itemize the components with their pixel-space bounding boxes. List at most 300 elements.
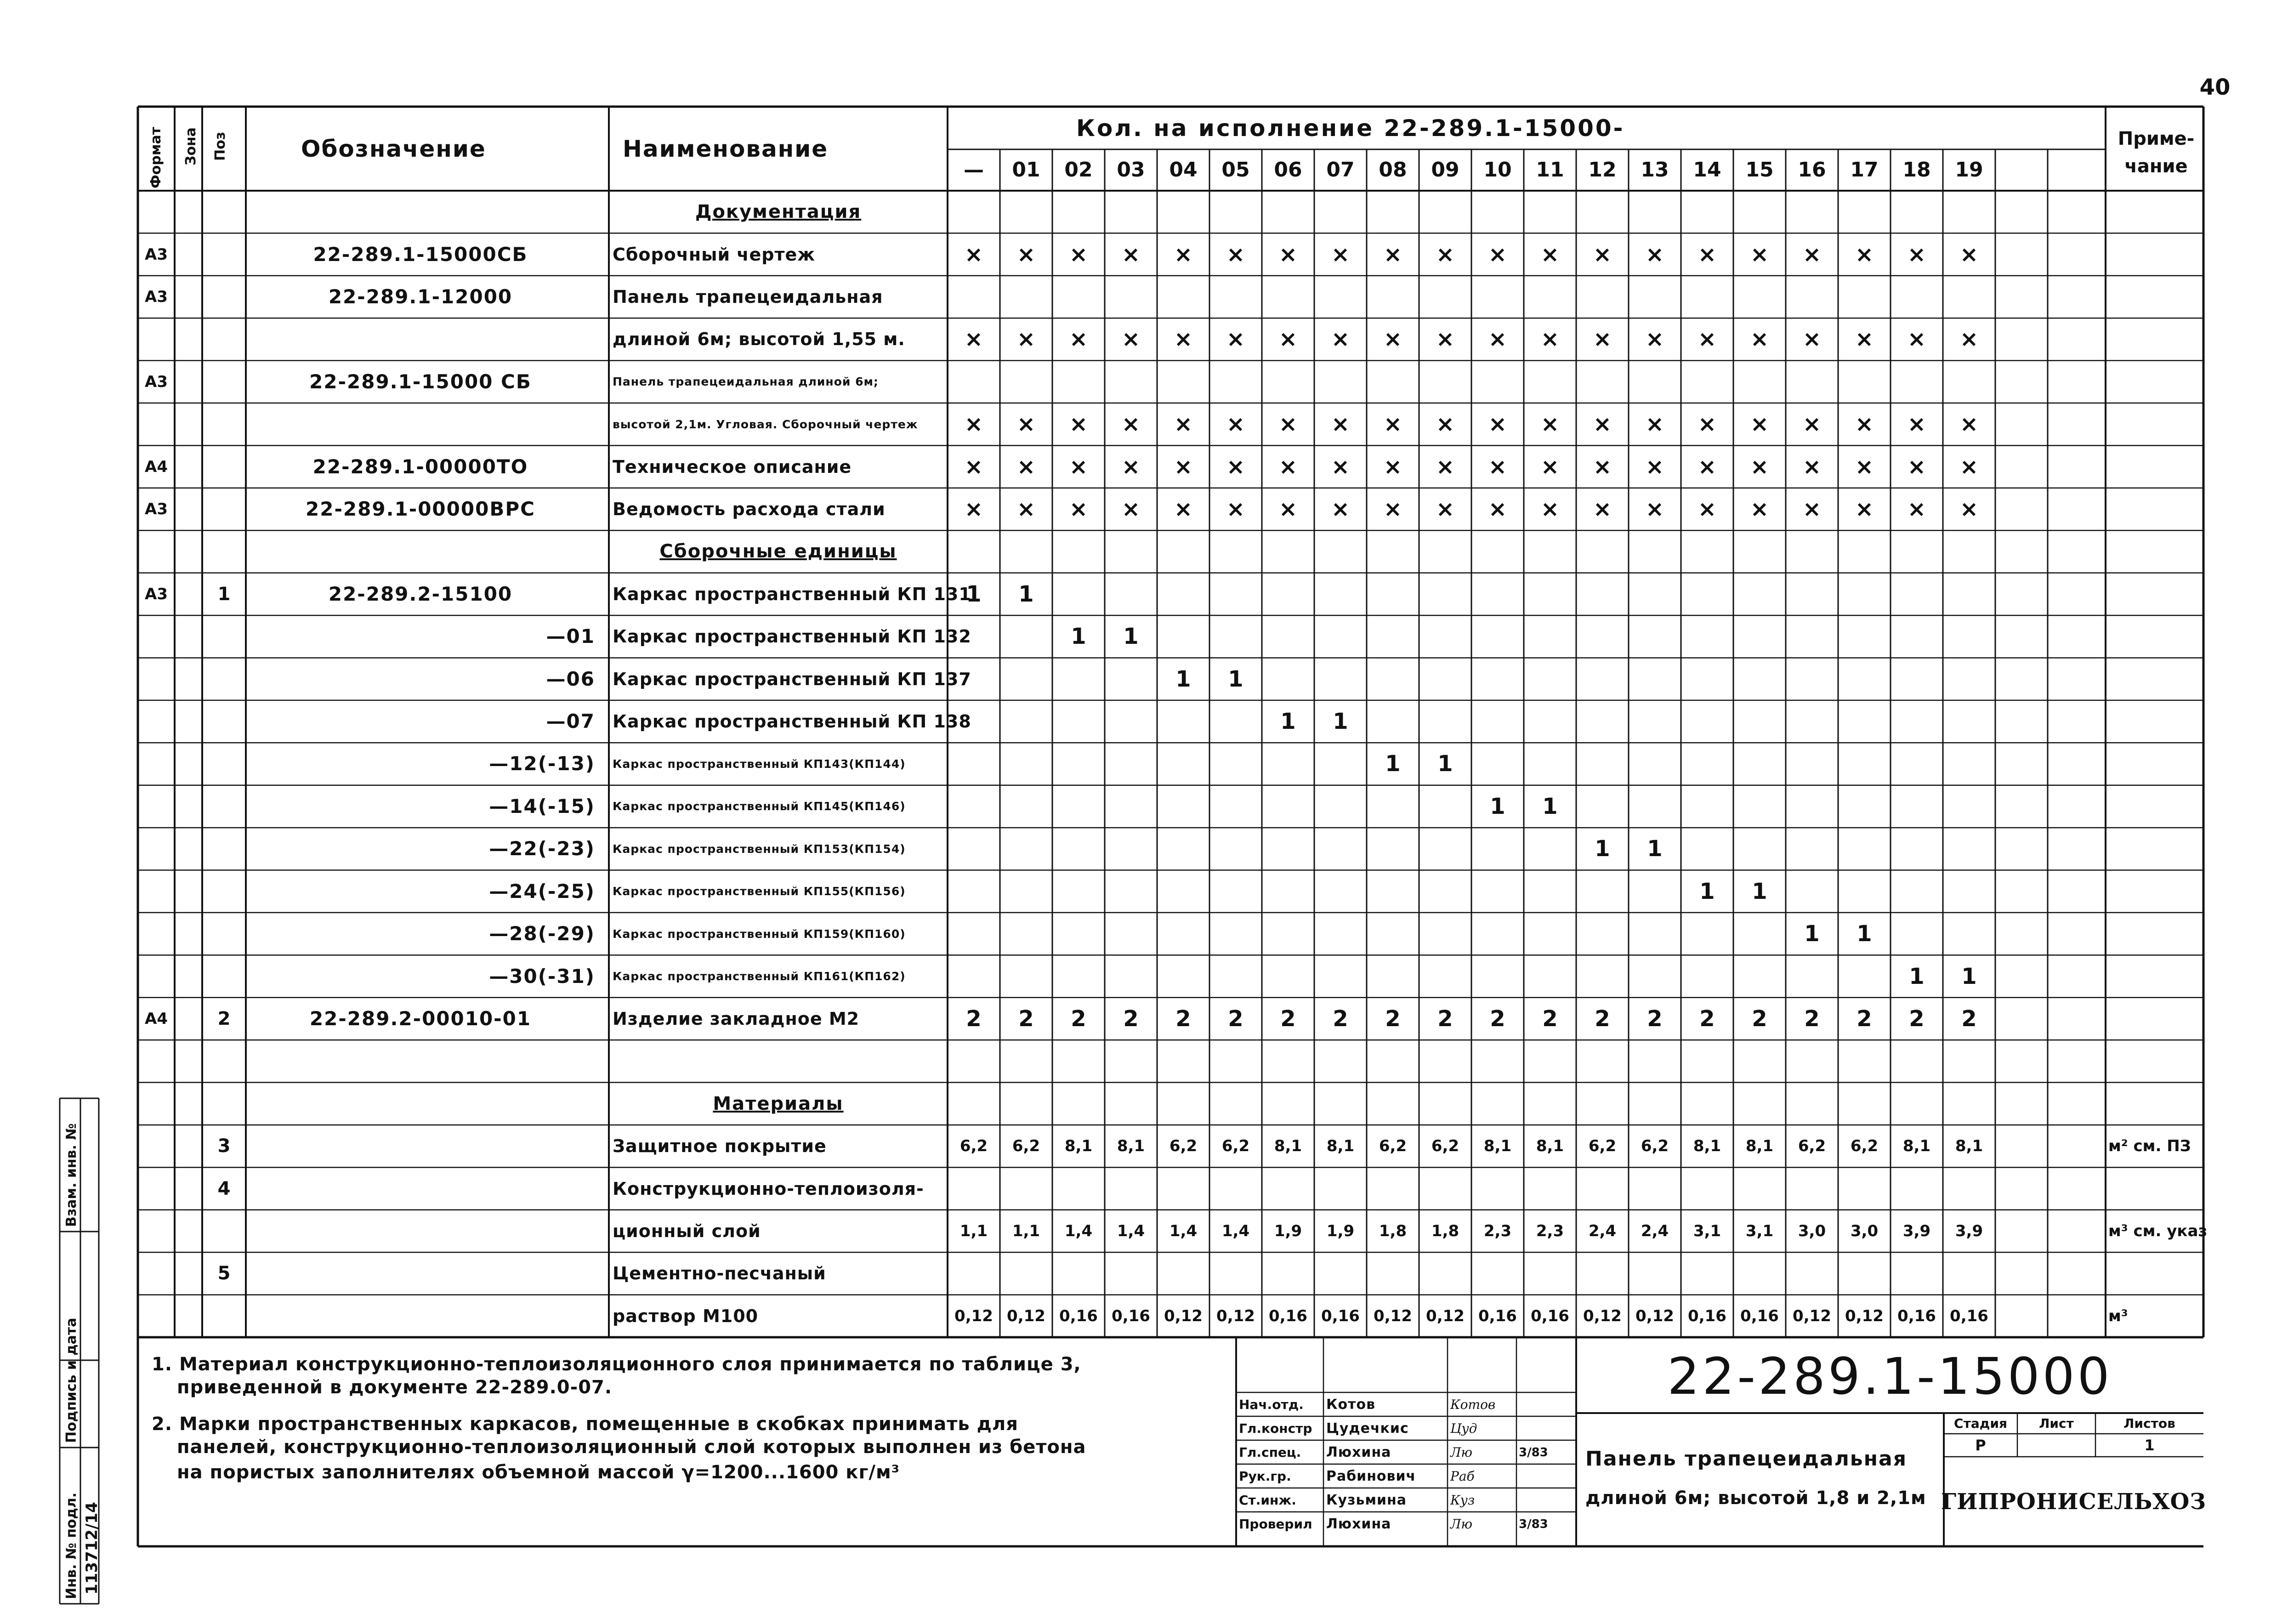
name-cell: Каркас пространственный КП 137 bbox=[613, 669, 971, 689]
signer-name: Рабинович bbox=[1326, 1468, 1416, 1484]
designation-cell: —30(-31) bbox=[489, 965, 595, 988]
section-title: Документация bbox=[695, 201, 862, 223]
qty-cell: 8,1 bbox=[1274, 1137, 1302, 1156]
qty-cell: 3,9 bbox=[1902, 1221, 1931, 1240]
qty-cell: × bbox=[1698, 326, 1717, 352]
header-note: чание bbox=[2124, 156, 2188, 177]
qty-cell: × bbox=[1802, 241, 1822, 267]
qty-cell: 2,3 bbox=[1536, 1221, 1564, 1240]
header-pos: Поз bbox=[212, 131, 228, 161]
signer-name: Люхина bbox=[1326, 1516, 1391, 1532]
note-cell: м² см. ПЗ bbox=[2108, 1137, 2191, 1156]
qty-cell: 1,4 bbox=[1169, 1221, 1198, 1240]
qty-cell: 0,16 bbox=[1950, 1306, 1988, 1325]
qty-cell: 0,16 bbox=[1531, 1306, 1569, 1325]
qty-cell: × bbox=[1069, 241, 1088, 267]
qty-cell: 3,0 bbox=[1850, 1221, 1879, 1240]
qty-cell: × bbox=[1593, 411, 1612, 437]
header-name: Наименование bbox=[623, 135, 829, 162]
variant-header: 05 bbox=[1221, 158, 1250, 182]
name-cell: Техническое описание bbox=[613, 456, 852, 477]
qty-cell: × bbox=[1802, 326, 1822, 352]
name-cell: Каркас пространственный КП155(КП156) bbox=[613, 885, 906, 898]
qty-cell: 1 bbox=[1542, 793, 1558, 819]
signer-name: Цудечкис bbox=[1326, 1420, 1409, 1437]
variant-header: 11 bbox=[1536, 158, 1564, 182]
qty-cell: 0,16 bbox=[1269, 1306, 1307, 1325]
designation-cell: 22-289.1-12000 bbox=[328, 285, 513, 308]
name-cell: ционный слой bbox=[613, 1221, 761, 1241]
qty-cell: 2 bbox=[1280, 1005, 1296, 1032]
designation-cell: 22-289.1-15000 СБ bbox=[309, 370, 532, 393]
qty-cell: × bbox=[1436, 454, 1455, 480]
qty-cell: × bbox=[1488, 241, 1507, 267]
note-cell: м³ см. указ bbox=[2108, 1221, 2208, 1240]
signer-date: 3/83 bbox=[1519, 1446, 1548, 1459]
page-number: 40 bbox=[2199, 74, 2231, 100]
qty-cell: 8,1 bbox=[1483, 1137, 1512, 1156]
qty-cell: × bbox=[1802, 454, 1822, 480]
qty-cell: 1 bbox=[1385, 751, 1401, 777]
qty-cell: × bbox=[1016, 326, 1036, 352]
signer-role: Нач.отд. bbox=[1239, 1397, 1304, 1412]
qty-cell: × bbox=[1645, 496, 1664, 522]
header-zone: Зона bbox=[183, 127, 199, 165]
qty-cell: 8,1 bbox=[1745, 1137, 1774, 1156]
qty-cell: 0,12 bbox=[1374, 1306, 1412, 1325]
qty-cell: × bbox=[1016, 411, 1036, 437]
qty-cell: × bbox=[1278, 411, 1298, 437]
qty-cell: × bbox=[1907, 411, 1926, 437]
qty-cell: 0,12 bbox=[1164, 1306, 1203, 1325]
section-title: Материалы bbox=[713, 1093, 844, 1114]
designation-cell: 22-289.2-15100 bbox=[328, 582, 513, 605]
qty-cell: 6,2 bbox=[1012, 1137, 1040, 1156]
qty-cell: × bbox=[964, 496, 983, 522]
qty-cell: × bbox=[1855, 326, 1874, 352]
qty-cell: 1 bbox=[1280, 709, 1296, 735]
qty-cell: 1 bbox=[1071, 624, 1086, 650]
qty-cell: 0,12 bbox=[1007, 1306, 1045, 1325]
qty-cell: 0,16 bbox=[1059, 1306, 1098, 1325]
section-title: Сборочные единицы bbox=[659, 541, 897, 562]
qty-cell: 1,1 bbox=[1012, 1221, 1040, 1240]
qty-cell: × bbox=[1645, 326, 1664, 352]
qty-cell: 6,2 bbox=[1431, 1137, 1459, 1156]
qty-cell: 0,12 bbox=[1793, 1306, 1831, 1325]
qty-cell: 3,1 bbox=[1745, 1221, 1774, 1240]
qty-cell: × bbox=[1540, 326, 1560, 352]
qty-cell: × bbox=[1174, 411, 1193, 437]
qty-cell: × bbox=[1436, 411, 1455, 437]
qty-cell: 1 bbox=[1123, 624, 1139, 650]
qty-cell: × bbox=[1278, 454, 1298, 480]
qty-cell: 1 bbox=[1228, 666, 1243, 692]
designation-cell: —24(-25) bbox=[489, 880, 595, 903]
stamp-replace-label: Взам. инв. № bbox=[63, 1123, 79, 1227]
qty-cell: × bbox=[1488, 454, 1507, 480]
document-title: длиной 6м; высотой 1,8 и 2,1м bbox=[1585, 1488, 1926, 1509]
qty-cell: 1 bbox=[1752, 878, 1767, 904]
qty-cell: × bbox=[1855, 454, 1874, 480]
qty-cell: 1 bbox=[1857, 921, 1872, 947]
qty-cell: 0,12 bbox=[1426, 1306, 1465, 1325]
qty-cell: × bbox=[1121, 496, 1141, 522]
qty-cell: × bbox=[1540, 496, 1560, 522]
qty-cell: 1,4 bbox=[1117, 1221, 1145, 1240]
format-cell: А3 bbox=[145, 585, 168, 603]
name-cell: Каркас пространственный КП 132 bbox=[613, 626, 971, 647]
qty-cell: × bbox=[1016, 454, 1036, 480]
qty-cell: 6,2 bbox=[1379, 1137, 1407, 1156]
format-cell: А4 bbox=[145, 457, 168, 476]
qty-cell: × bbox=[1698, 496, 1717, 522]
qty-cell: × bbox=[1750, 326, 1769, 352]
footnote: 2. Марки пространственных каркасов, помещенные в скобках принимать для bbox=[152, 1414, 1018, 1435]
qty-cell: 2 bbox=[1071, 1005, 1086, 1032]
qty-cell: × bbox=[1540, 411, 1560, 437]
footnote: приведенной в документе 22-289.0-07. bbox=[177, 1377, 613, 1398]
document-code: 22-289.1-15000 bbox=[1667, 1347, 2112, 1406]
signer-name: Кузьмина bbox=[1326, 1492, 1407, 1508]
qty-cell: × bbox=[1278, 326, 1298, 352]
qty-cell: × bbox=[1331, 241, 1350, 267]
signer-role: Гл.констр bbox=[1239, 1421, 1312, 1436]
signer-signature: Лю bbox=[1450, 1445, 1473, 1460]
qty-cell: 3,0 bbox=[1798, 1221, 1826, 1240]
pos-cell: 4 bbox=[217, 1178, 231, 1199]
qty-cell: 1 bbox=[1018, 581, 1034, 607]
qty-cell: × bbox=[1383, 496, 1402, 522]
qty-cell: × bbox=[1069, 454, 1088, 480]
name-cell: раствор М100 bbox=[613, 1306, 759, 1326]
qty-cell: × bbox=[1436, 326, 1455, 352]
qty-cell: × bbox=[1593, 326, 1612, 352]
document-title: Панель трапецеидальная bbox=[1585, 1447, 1907, 1471]
qty-cell: 2,3 bbox=[1483, 1221, 1512, 1240]
variant-header: 04 bbox=[1169, 158, 1198, 182]
qty-cell: × bbox=[1016, 496, 1036, 522]
variant-header: 10 bbox=[1483, 158, 1512, 182]
qty-cell: × bbox=[1226, 326, 1245, 352]
qty-cell: 0,16 bbox=[1478, 1306, 1517, 1325]
designation-cell: —22(-23) bbox=[489, 837, 595, 860]
qty-cell: × bbox=[1959, 241, 1979, 267]
qty-cell: 0,16 bbox=[1740, 1306, 1779, 1325]
qty-cell: 0,12 bbox=[954, 1306, 993, 1325]
qty-cell: 1 bbox=[1490, 793, 1505, 819]
qty-cell: 2 bbox=[1961, 1005, 1977, 1032]
qty-cell: × bbox=[1959, 454, 1979, 480]
qty-cell: × bbox=[1750, 454, 1769, 480]
organization-name: ГИПРОНИСЕЛЬХОЗ bbox=[1941, 1488, 2206, 1515]
qty-cell: 2 bbox=[1123, 1005, 1139, 1032]
qty-cell: × bbox=[1278, 496, 1298, 522]
name-cell: Каркас пространственный КП161(КП162) bbox=[613, 970, 906, 983]
variant-header: 19 bbox=[1955, 158, 1983, 182]
variant-header: 09 bbox=[1431, 158, 1459, 182]
designation-cell: —07 bbox=[546, 710, 595, 733]
qty-cell: 6,2 bbox=[1221, 1137, 1250, 1156]
qty-cell: 1 bbox=[1647, 836, 1663, 862]
variant-header: 02 bbox=[1064, 158, 1093, 182]
qty-cell: 1 bbox=[1333, 709, 1348, 735]
designation-cell: 22-289.1-00000ВРС bbox=[306, 498, 535, 521]
qty-cell: × bbox=[1226, 496, 1245, 522]
qty-cell: 2 bbox=[1857, 1005, 1872, 1032]
qty-cell: × bbox=[1069, 496, 1088, 522]
variant-header: 07 bbox=[1326, 158, 1355, 182]
qty-cell: × bbox=[1488, 411, 1507, 437]
qty-cell: × bbox=[1645, 411, 1664, 437]
qty-cell: × bbox=[1593, 496, 1612, 522]
qty-cell: 0,16 bbox=[1321, 1306, 1360, 1325]
sheet-value bbox=[2017, 1434, 2095, 1457]
designation-cell: —14(-15) bbox=[489, 795, 595, 818]
format-cell: А3 bbox=[145, 288, 168, 307]
qty-cell: × bbox=[1959, 496, 1979, 522]
qty-cell: × bbox=[1383, 454, 1402, 480]
qty-cell: 3,1 bbox=[1693, 1221, 1721, 1240]
stamp-signature-label: Подпись и дата bbox=[63, 1317, 79, 1443]
qty-cell: 2 bbox=[1437, 1005, 1453, 1032]
qty-cell: × bbox=[1436, 496, 1455, 522]
name-cell: Каркас пространственный КП145(КП146) bbox=[613, 800, 906, 813]
sheets-value: 1 bbox=[2144, 1437, 2155, 1454]
qty-cell: 1 bbox=[1804, 921, 1820, 947]
qty-cell: × bbox=[1802, 496, 1822, 522]
qty-cell: 2 bbox=[1647, 1005, 1663, 1032]
qty-cell: × bbox=[1331, 326, 1350, 352]
qty-cell: × bbox=[1593, 454, 1612, 480]
qty-cell: 1,1 bbox=[959, 1221, 988, 1240]
pos-cell: 1 bbox=[217, 583, 231, 605]
signer-role: Рук.гр. bbox=[1239, 1469, 1291, 1484]
qty-cell: × bbox=[1540, 454, 1560, 480]
sheet-label: Лист bbox=[2039, 1415, 2074, 1431]
signer-name: Котов bbox=[1326, 1397, 1376, 1413]
qty-cell: 1 bbox=[1595, 836, 1610, 862]
qty-cell: 8,1 bbox=[1536, 1137, 1564, 1156]
qty-cell: × bbox=[964, 411, 983, 437]
qty-cell: 2 bbox=[1333, 1005, 1348, 1032]
qty-cell: 2 bbox=[966, 1005, 982, 1032]
qty-cell: × bbox=[1645, 241, 1664, 267]
qty-cell: × bbox=[1855, 241, 1874, 267]
qty-cell: 0,16 bbox=[1688, 1306, 1726, 1325]
variant-header: 06 bbox=[1274, 158, 1302, 182]
stage-value: Р bbox=[1975, 1437, 1986, 1454]
name-cell: Конструкционно-теплоизоля- bbox=[613, 1178, 924, 1199]
footnote: на пористых заполнителях объемной массой γ=1200...1600 кг/м³ bbox=[177, 1462, 900, 1483]
qty-cell: × bbox=[1016, 241, 1036, 267]
name-cell: Панель трапецеидальная bbox=[613, 287, 883, 307]
qty-cell: × bbox=[1174, 326, 1193, 352]
signer-role: Ст.инж. bbox=[1239, 1493, 1296, 1508]
qty-cell: × bbox=[1069, 326, 1088, 352]
qty-cell: 6,2 bbox=[1169, 1137, 1198, 1156]
qty-cell: 2 bbox=[1804, 1005, 1820, 1032]
name-cell: высотой 2,1м. Угловая. Сборочный чертеж bbox=[613, 417, 918, 431]
pos-cell: 3 bbox=[217, 1136, 231, 1157]
designation-cell: —28(-29) bbox=[489, 922, 595, 945]
header-format: Формат bbox=[148, 127, 164, 188]
qty-cell: × bbox=[1174, 496, 1193, 522]
qty-cell: × bbox=[1750, 411, 1769, 437]
stage-label: Стадия bbox=[1954, 1415, 2007, 1431]
pos-cell: 2 bbox=[217, 1008, 231, 1029]
qty-cell: × bbox=[1174, 241, 1193, 267]
footnote: панелей, конструкционно-теплоизоляционный слой которых выполнен из бетона bbox=[177, 1437, 1086, 1458]
qty-cell: 1,9 bbox=[1274, 1221, 1302, 1240]
variant-header: 18 bbox=[1902, 158, 1931, 182]
qty-cell: × bbox=[1593, 241, 1612, 267]
variant-header: 03 bbox=[1117, 158, 1145, 182]
qty-cell: × bbox=[1907, 454, 1926, 480]
qty-cell: 2 bbox=[1542, 1005, 1558, 1032]
qty-cell: × bbox=[1645, 454, 1664, 480]
designation-cell: 22-289.2-00010-01 bbox=[309, 1007, 532, 1030]
qty-cell: × bbox=[1750, 496, 1769, 522]
name-cell: длиной 6м; высотой 1,55 м. bbox=[613, 329, 905, 350]
qty-cell: × bbox=[1698, 411, 1717, 437]
name-cell: Цементно-песчаный bbox=[613, 1263, 826, 1284]
qty-cell: 2 bbox=[1490, 1005, 1505, 1032]
signer-role: Проверил bbox=[1239, 1516, 1312, 1532]
qty-cell: × bbox=[1174, 454, 1193, 480]
qty-cell: × bbox=[964, 326, 983, 352]
qty-cell: 0,12 bbox=[1216, 1306, 1255, 1325]
variant-header bbox=[2048, 149, 2100, 191]
qty-cell: 8,1 bbox=[1326, 1137, 1355, 1156]
qty-cell: × bbox=[1959, 326, 1979, 352]
qty-cell: 6,2 bbox=[959, 1137, 988, 1156]
qty-cell: × bbox=[1069, 411, 1088, 437]
format-cell: А3 bbox=[145, 372, 168, 391]
qty-cell: 1,8 bbox=[1379, 1221, 1407, 1240]
qty-cell: × bbox=[1226, 411, 1245, 437]
qty-cell: 2 bbox=[1018, 1005, 1034, 1032]
qty-cell: × bbox=[1121, 454, 1141, 480]
qty-cell: × bbox=[1907, 496, 1926, 522]
variant-header bbox=[1995, 149, 2048, 191]
qty-cell: × bbox=[1121, 241, 1141, 267]
qty-cell: × bbox=[1226, 241, 1245, 267]
qty-cell: 8,1 bbox=[1064, 1137, 1093, 1156]
qty-cell: 1,4 bbox=[1221, 1221, 1250, 1240]
variant-header: 13 bbox=[1641, 158, 1669, 182]
qty-cell: × bbox=[1855, 411, 1874, 437]
qty-cell: × bbox=[1383, 411, 1402, 437]
qty-cell: × bbox=[1383, 241, 1402, 267]
qty-cell: 2,4 bbox=[1588, 1221, 1617, 1240]
name-cell: Каркас пространственный КП143(КП144) bbox=[613, 757, 906, 771]
qty-cell: 2 bbox=[1595, 1005, 1610, 1032]
qty-cell: 6,2 bbox=[1850, 1137, 1879, 1156]
qty-cell: 1 bbox=[966, 581, 982, 607]
variant-header: 15 bbox=[1745, 158, 1774, 182]
name-cell: Каркас пространственный КП153(КП154) bbox=[613, 842, 906, 856]
format-cell: А3 bbox=[145, 245, 168, 264]
qty-cell: 2 bbox=[1699, 1005, 1715, 1032]
signer-signature: Цуд bbox=[1450, 1421, 1477, 1436]
header-note: Приме- bbox=[2118, 128, 2195, 149]
signer-date: 3/83 bbox=[1519, 1517, 1548, 1531]
qty-cell: × bbox=[1698, 454, 1717, 480]
sheets-label: Листов bbox=[2123, 1415, 2175, 1431]
qty-cell: 8,1 bbox=[1117, 1137, 1145, 1156]
qty-cell: 1 bbox=[1961, 963, 1977, 989]
qty-cell: 1,4 bbox=[1064, 1221, 1093, 1240]
footnote: 1. Материал конструкционно-теплоизоляционного слоя принимается по таблице 3, bbox=[152, 1354, 1081, 1375]
designation-cell: —06 bbox=[546, 667, 595, 690]
qty-cell: 1 bbox=[1909, 963, 1925, 989]
signer-role: Гл.спец. bbox=[1239, 1445, 1301, 1460]
format-cell: А4 bbox=[145, 1009, 168, 1028]
qty-cell: × bbox=[1540, 241, 1560, 267]
qty-cell: 0,16 bbox=[1112, 1306, 1150, 1325]
name-cell: Ведомость расхода стали bbox=[613, 499, 886, 520]
qty-cell: 0,12 bbox=[1635, 1306, 1674, 1325]
qty-cell: × bbox=[1488, 326, 1507, 352]
qty-cell: 8,1 bbox=[1693, 1137, 1721, 1156]
qty-cell: 1,8 bbox=[1431, 1221, 1459, 1240]
designation-cell: 22-289.1-00000ТО bbox=[312, 455, 528, 478]
name-cell: Панель трапецеидальная длиной 6м; bbox=[613, 375, 879, 389]
designation-cell: —12(-13) bbox=[489, 752, 595, 775]
stamp-inv-number: 113712/14 bbox=[83, 1502, 101, 1595]
qty-cell: × bbox=[1907, 241, 1926, 267]
name-cell: Сборочный чертеж bbox=[613, 244, 816, 265]
variant-header: 17 bbox=[1850, 158, 1879, 182]
qty-cell: × bbox=[964, 241, 983, 267]
qty-cell: × bbox=[1226, 454, 1245, 480]
qty-cell: 1,9 bbox=[1326, 1221, 1355, 1240]
qty-cell: 6,2 bbox=[1798, 1137, 1826, 1156]
header-qty-title: Кол. на исполнение 22-289.1-15000- bbox=[1076, 114, 1625, 142]
qty-cell: 8,1 bbox=[1902, 1137, 1931, 1156]
qty-cell: 0,16 bbox=[1897, 1306, 1936, 1325]
variant-header: 01 bbox=[1012, 158, 1040, 182]
qty-cell: 2,4 bbox=[1641, 1221, 1669, 1240]
qty-cell: × bbox=[1121, 411, 1141, 437]
stamp-inv-label: Инв. № подл. bbox=[63, 1492, 79, 1599]
name-cell: Каркас пространственный КП 138 bbox=[613, 711, 971, 732]
qty-cell: × bbox=[1488, 496, 1507, 522]
qty-cell: × bbox=[1802, 411, 1822, 437]
qty-cell: × bbox=[1331, 496, 1350, 522]
signer-name: Люхина bbox=[1326, 1444, 1391, 1460]
qty-cell: 0,12 bbox=[1845, 1306, 1884, 1325]
qty-cell: 1 bbox=[1437, 751, 1453, 777]
qty-cell: × bbox=[1436, 241, 1455, 267]
name-cell: Каркас пространственный КП159(КП160) bbox=[613, 927, 906, 941]
qty-cell: 2 bbox=[1228, 1005, 1243, 1032]
qty-cell: 2 bbox=[1909, 1005, 1925, 1032]
name-cell: Каркас пространственный КП 131 bbox=[613, 584, 971, 604]
variant-header: 14 bbox=[1693, 158, 1721, 182]
qty-cell: × bbox=[1698, 241, 1717, 267]
qty-cell: × bbox=[1855, 496, 1874, 522]
qty-cell: × bbox=[1907, 326, 1926, 352]
qty-cell: 1 bbox=[1175, 666, 1191, 692]
qty-cell: × bbox=[1331, 454, 1350, 480]
qty-cell: 1 bbox=[1699, 878, 1715, 904]
qty-cell: 6,2 bbox=[1588, 1137, 1617, 1156]
qty-cell: 2 bbox=[1385, 1005, 1401, 1032]
name-cell: Защитное покрытие bbox=[613, 1136, 827, 1157]
qty-cell: × bbox=[1750, 241, 1769, 267]
